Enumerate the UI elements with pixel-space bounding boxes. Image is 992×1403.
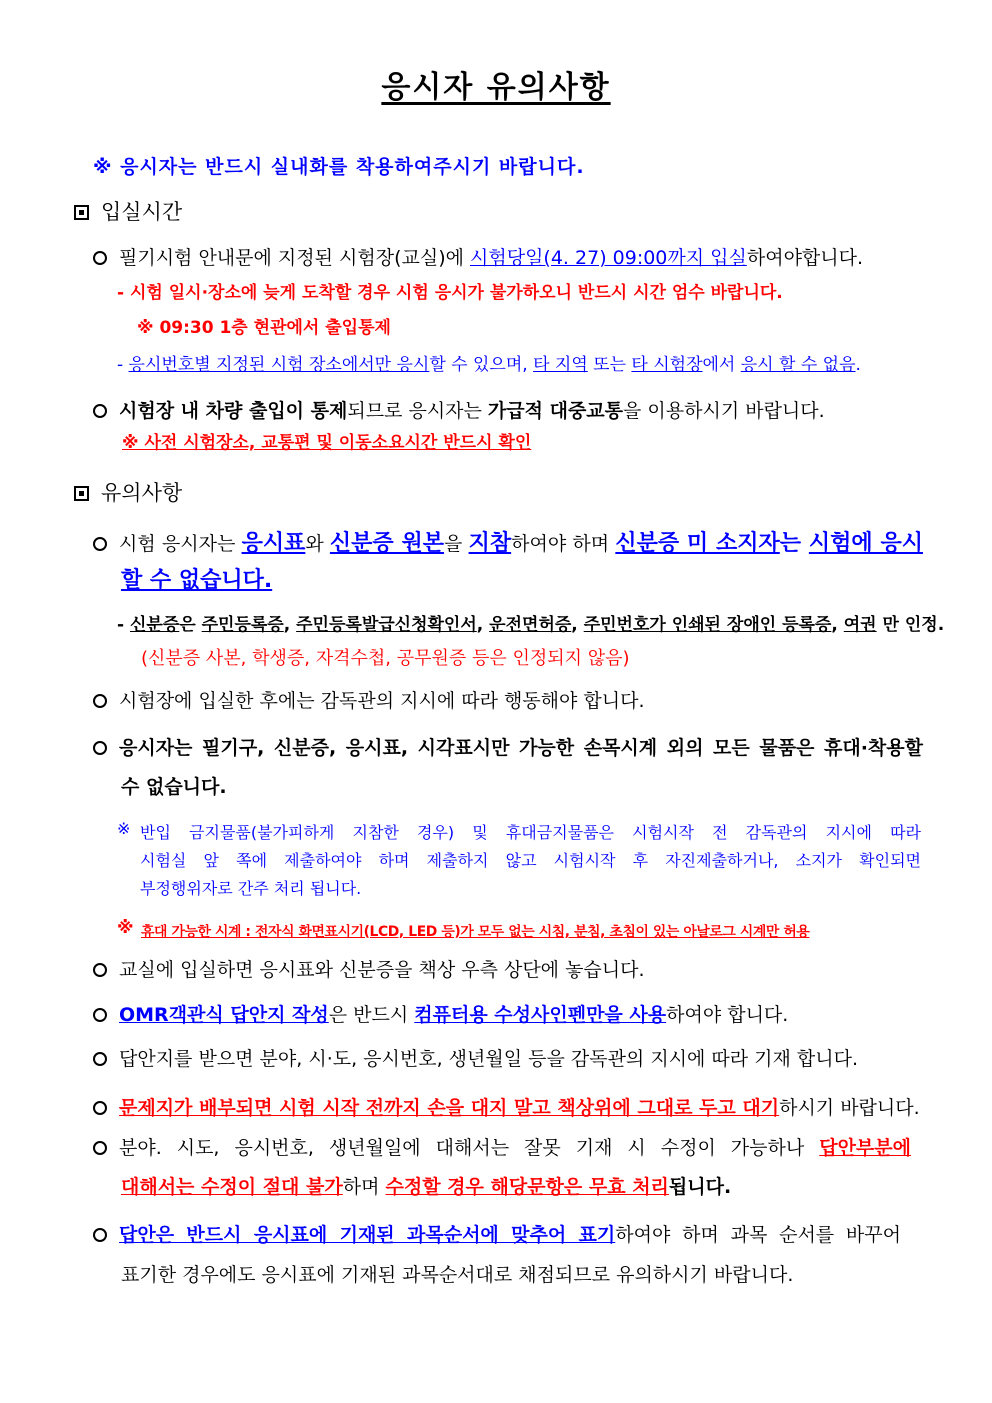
text: 은 [179, 615, 202, 635]
entry-time-item [93, 243, 863, 270]
circle-bullet-icon [93, 404, 107, 418]
reference-mark: ※ [117, 918, 134, 938]
text: 됩니다. [668, 1176, 732, 1198]
text: OMR객관식 답안지 작성 [119, 1004, 329, 1026]
text: 답안지를 받으면 분야, 시·도, 응시번호, 생년월일 등을 감독관의 지시에 따라 기재 합니다. [119, 1048, 859, 1070]
watch-rule-note: 휴대 가능한 시계 : 전자식 화면표시기(LCD, LED 등)가 모두 없는 시침, 분침, 초침이 있는 아날로그 시계만 허용 [141, 924, 810, 940]
id-requirement-line2: 할 수 없습니다. [121, 568, 273, 593]
text-line: 시험실 앞 쪽에 제출하여야 하며 제출하지 않고 시험시작 후 자진제출하거나, 소지가 확인되면 [140, 851, 921, 870]
circle-bullet-icon [93, 694, 107, 708]
text: 가급적 대중교통 [487, 400, 624, 422]
text: 대해서는 수정이 절대 불가 [121, 1176, 343, 1198]
text: , [571, 615, 584, 635]
text: 하여야합니다. [746, 247, 864, 269]
text: 응시표 [241, 531, 306, 556]
circle-bullet-icon [93, 1141, 107, 1155]
section-heading-text: 입실시간 [101, 200, 183, 224]
circle-bullet-icon [93, 741, 107, 755]
text: 는 [779, 531, 809, 556]
omr-item [93, 1000, 788, 1027]
text: 교실에 입실하면 응시표와 신분증을 책상 우측 상단에 놓습니다. [119, 959, 645, 981]
circle-bullet-icon [93, 963, 107, 977]
text-line [93, 526, 923, 557]
text: 하며 [342, 1176, 386, 1198]
text-line [93, 1133, 911, 1160]
text: 응시 할 수 없음 [740, 355, 856, 375]
text: 신분증 [129, 615, 180, 635]
correction-item-line2 [121, 1172, 731, 1199]
answer-sheet-item [93, 1044, 858, 1071]
not-accepted-id-note: (신분증 사본, 학생증, 자격수첩, 공무원증 등은 인정되지 않음) [141, 648, 630, 669]
text: 시험에 응시 [808, 531, 923, 556]
text: 타 시험장 [631, 355, 703, 375]
text: 을 [444, 533, 469, 555]
reference-mark: ※ [117, 819, 131, 838]
text: 수정할 경우 해당문항은 무효 처리 [385, 1176, 669, 1198]
text-line: 부정행위자로 간주 처리 됩니다. [140, 879, 362, 898]
entry-deadline: 시험당일(4. 27) 09:00까지 입실 [470, 247, 747, 269]
text: 하여야 하며 과목 순서를 바꾸어 [615, 1224, 901, 1246]
belongings-item-line2: 수 없습니다. [121, 776, 227, 798]
circle-bullet-icon [93, 1228, 107, 1242]
text: 하여야 합니다. [666, 1004, 789, 1026]
text: , [831, 615, 844, 635]
text: 주민번호가 인쇄된 장애인 등록증 [583, 615, 832, 635]
accepted-id-list [117, 610, 944, 635]
text: 시험장 내 차량 출입이 통제 [119, 400, 348, 422]
belongings-item [93, 733, 923, 760]
text: 타 지역 [533, 355, 588, 375]
supervisor-instruction-item [93, 686, 645, 713]
desk-placement-item [93, 955, 645, 982]
circle-bullet-icon [93, 1052, 107, 1066]
section-heading-text: 유의사항 [101, 481, 183, 505]
vehicle-control-item [93, 396, 825, 423]
circle-bullet-icon [93, 537, 107, 551]
text: 여권 [843, 615, 877, 635]
text: 시험 응시자는 [119, 533, 242, 555]
section-heading-entry-time [74, 196, 182, 226]
text: 주민등록증 [201, 615, 284, 635]
id-requirement-item [93, 526, 923, 557]
text: 은 반드시 [328, 1004, 415, 1026]
correction-item [93, 1133, 911, 1160]
text: , [283, 615, 297, 635]
section-heading-precautions [74, 477, 182, 507]
text: 컴퓨터용 수성사인펜만을 사용 [414, 1004, 667, 1026]
text: 만 인정. [876, 615, 945, 635]
text: 답안은 반드시 응시표에 기재된 과목순서에 맞추어 표기 [119, 1224, 616, 1246]
access-control-note: ※ 09:30 1층 현관에서 출입통제 [137, 318, 391, 338]
text: - [117, 615, 130, 635]
text: 할 수 있으며, [429, 355, 534, 375]
circle-bullet-icon [93, 251, 107, 265]
text-line [93, 733, 923, 760]
square-bullet-icon [74, 205, 89, 220]
text: 되므로 응시자는 [347, 400, 488, 422]
text-line: 반입 금지물품(불가피하게 지참한 경우) 및 휴대금지물품은 시험시작 전 감독관의 지시에 따라 [140, 823, 921, 842]
slipper-notice: ※ 응시자는 반드시 실내화를 착용하여주시기 바랍니다. [93, 156, 585, 178]
subject-order-item [93, 1220, 901, 1247]
circle-bullet-icon [93, 1101, 107, 1115]
text: , [476, 615, 490, 635]
subject-order-line2: 표기한 경우에도 응시표에 기재된 과목순서대로 채점되므로 유의하시기 바랍니다. [121, 1264, 794, 1286]
text: . [855, 355, 861, 375]
text: 답안부분에 [819, 1137, 911, 1159]
text: 하여야 하며 [511, 533, 616, 555]
text: 에서 [702, 355, 741, 375]
page-title [0, 62, 992, 106]
exam-location-rule [117, 350, 861, 375]
text: 와 [305, 533, 330, 555]
text: 문제지가 배부되면 시험 시작 전까지 손을 대지 말고 책상위에 그대로 두고 대기 [119, 1097, 780, 1119]
text: 분야. 시도, 응시번호, 생년월일에 대해서는 잘못 기재 시 수정이 가능하나 [119, 1137, 820, 1159]
late-arrival-warning: - 시험 일시·장소에 늦게 도착할 경우 시험 응시가 불가하오니 반드시 시간 엄수 바랍니다. [117, 283, 783, 303]
text: 주민등록발급신청확인서 [296, 615, 477, 635]
circle-bullet-icon [93, 1008, 107, 1022]
text-line [93, 1220, 901, 1247]
text: 운전면허증 [489, 615, 572, 635]
question-paper-item [93, 1093, 920, 1120]
text: 하시기 바랍니다. [779, 1097, 920, 1119]
text: 시험장에 입실한 후에는 감독관의 지시에 따라 행동해야 합니다. [119, 690, 645, 712]
text: 신분증 미 소지자 [615, 531, 780, 556]
text: 필기시험 안내문에 지정된 시험장(교실)에 [119, 247, 471, 269]
route-check-note: ※ 사전 시험장소, 교통편 및 이동소요시간 반드시 확인 [122, 433, 532, 453]
text: 을 이용하시기 바랍니다. [623, 400, 825, 422]
square-bullet-icon [74, 486, 89, 501]
text: 응시번호별 지정된 시험 장소에서만 응시 [128, 355, 430, 375]
text: - [117, 355, 129, 375]
text: 응시자는 필기구, 신분증, 응시표, 시각표시만 가능한 손목시계 외의 모든 물품은 휴대·착용할 [119, 737, 923, 759]
page-title-text: 응시자 유의사항 [381, 70, 611, 105]
text: 신분증 원본 [329, 531, 445, 556]
text: 지참 [468, 531, 512, 556]
text: 또는 [587, 355, 632, 375]
prohibited-items-note [140, 819, 921, 903]
